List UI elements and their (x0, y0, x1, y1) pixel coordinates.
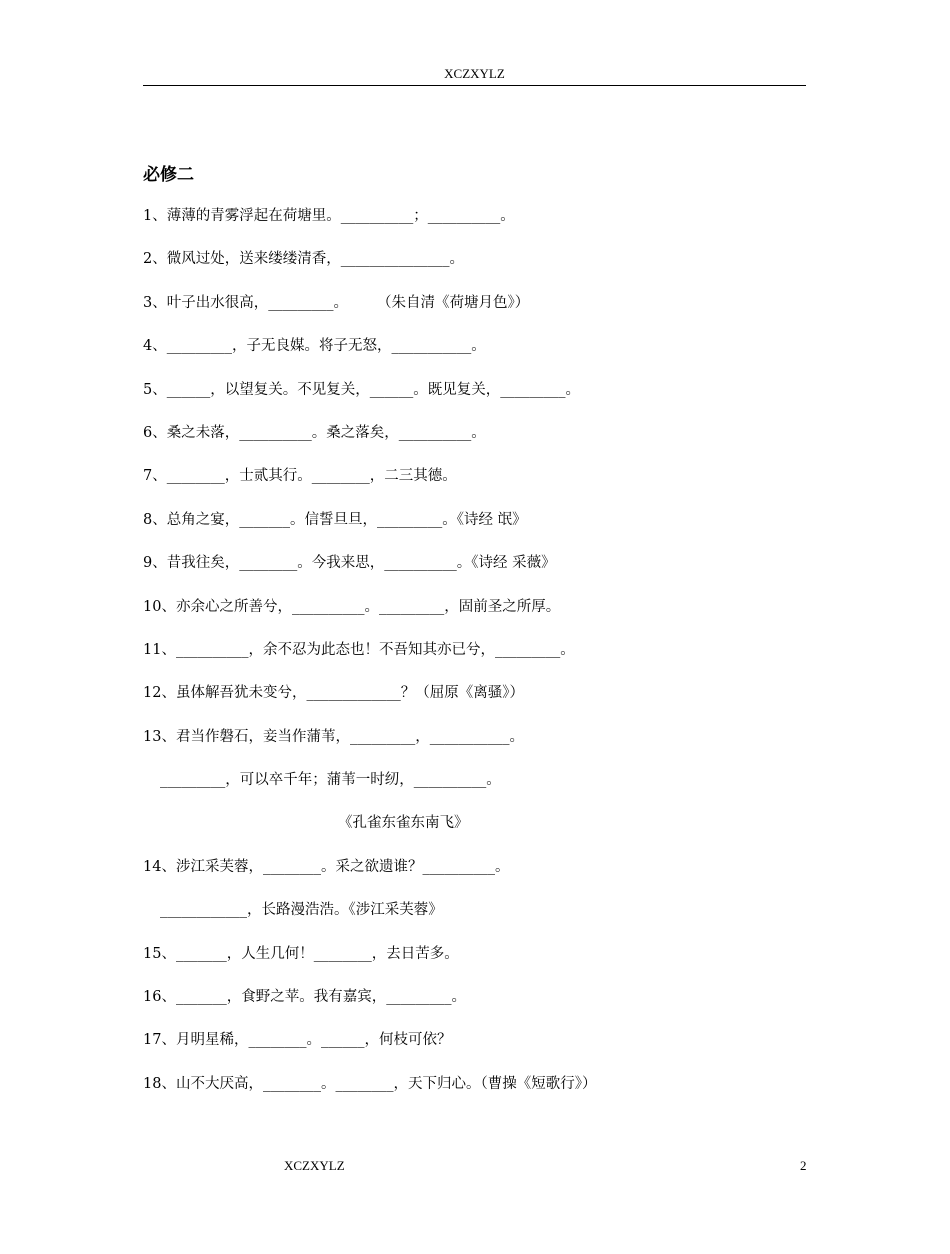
text-line: 18、山不大厌高，________。________，天下归心。（曹操《短歌行》） (143, 1075, 597, 1092)
text-line: 3、叶子出水很高，_________。 （朱自清《荷塘月色》） (143, 294, 530, 311)
text-line: _________，可以卒千年；蒲苇一时纫，__________。 (160, 772, 501, 789)
text-line: 2、微风过处，送来缕缕清香，_______________。 (143, 251, 464, 268)
text-line: 7、________，士贰其行。________，二三其德。 (143, 468, 457, 485)
text-line: 5、______，以望复关。不见复关，______。既见复关，_________。 (143, 381, 580, 398)
text-line: 9、昔我往矣，________。今我来思，__________。《诗经 采薇》 (143, 555, 556, 572)
text-line: 8、总角之宴，_______。信誓旦旦，_________。《诗经 氓》 (143, 511, 527, 528)
source-citation: 《孔雀东雀东南飞》 (338, 815, 469, 832)
text-line: 1、薄薄的青雾浮起在荷塘里。__________；__________。 (143, 208, 515, 224)
page-footer: XCZXYLZ (284, 1158, 345, 1173)
text-line: 4、_________，子无良媒。将子无怒，___________。 (143, 338, 486, 355)
page-number: 2 (800, 1158, 807, 1173)
text-line: 16、_______，食野之苹。我有嘉宾，_________。 (143, 989, 466, 1006)
document-body (143, 205, 806, 1116)
text-line: 6、桑之未落，__________。桑之落矣，__________。 (143, 424, 486, 441)
text-line: 17、月明星稀，________。______，何枝可依？ (143, 1032, 452, 1049)
page-header: XCZXYLZ (143, 66, 806, 86)
text-line: 15、_______，人生几何！________，去日苦多。 (143, 945, 459, 962)
text-line: 13、君当作磐石，妾当作蒲苇，_________，___________。 (143, 728, 524, 745)
text-line: 12、虽体解吾犹未变兮，_____________？（屈原《离骚》） (143, 685, 524, 702)
section-title: 必修二 (143, 165, 194, 185)
text-line: 11、__________，余不忍为此态也！不吾知其亦已兮，_________。 (143, 641, 575, 658)
text-line: ____________，长路漫浩浩。《涉江采芙蓉》 (160, 902, 443, 919)
text-line: 10、亦余心之所善兮，__________。_________，固前圣之所厚。 (143, 598, 561, 615)
text-line: 14、涉江采芙蓉，________。采之欲遗谁？__________。 (143, 858, 510, 875)
